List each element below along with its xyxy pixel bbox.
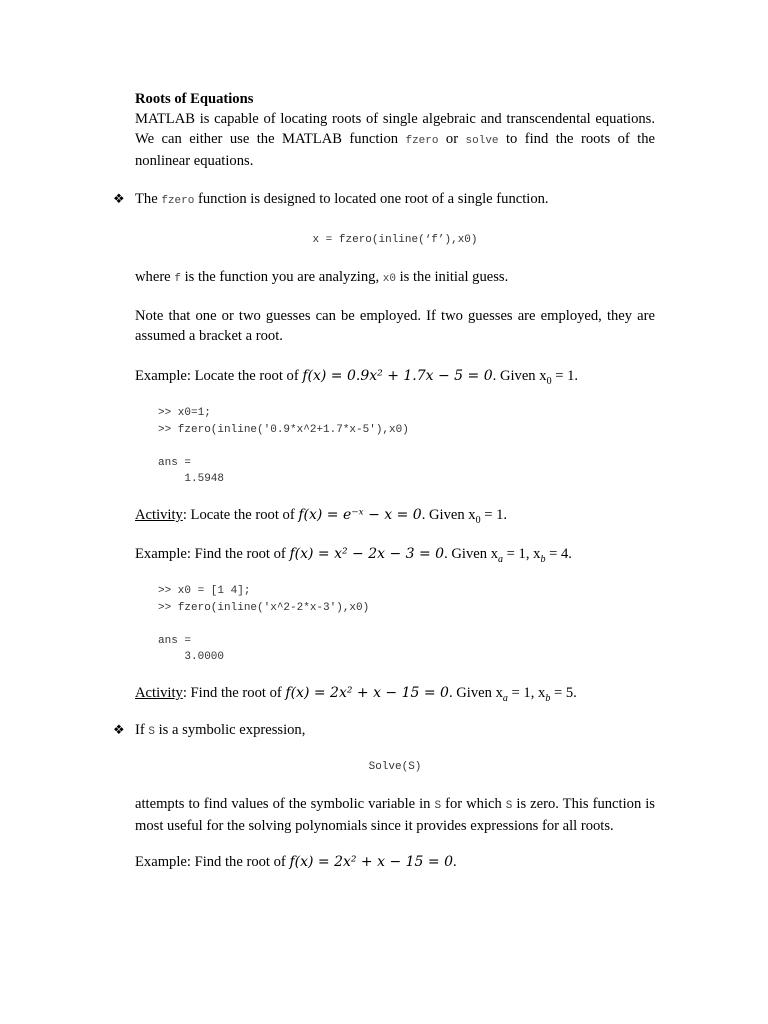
inline-code-solve: solve	[465, 135, 499, 147]
activity1-label: Activity	[135, 507, 183, 523]
example-3	[135, 852, 655, 872]
inline-code-s: S	[148, 726, 155, 738]
attempts-a: attempts to find values of the symbolic variable in	[135, 796, 435, 812]
example1-lead: Example: Locate the root of	[135, 368, 303, 384]
attempts-b: for which	[441, 796, 506, 812]
activity2-given: . Given x	[448, 685, 503, 701]
example1-given: . Given x	[492, 368, 547, 384]
activity1-sub: 0	[475, 514, 481, 526]
activity1-equation: f(x) = e⁻ˣ − x = 0	[298, 507, 422, 523]
inline-code-s-2: S	[505, 800, 513, 812]
example2-equation: f(x) = x² − 2x − 3 = 0	[289, 546, 445, 562]
inline-code-f: f	[174, 273, 181, 285]
intro-or: or	[438, 131, 466, 147]
activity2-equation: f(x) = 2x² + x − 15 = 0	[285, 685, 449, 701]
where-a: where	[135, 269, 175, 285]
inline-code-fzero: fzero	[405, 135, 439, 147]
example1-sub: 0	[546, 375, 552, 387]
activity1-lead: : Locate the root of	[182, 507, 299, 523]
activity1-val: = 1.	[480, 507, 508, 523]
intro-text-1: MATLAB is capable of locating roots of single algebraic and transcendental equations. We can either use the MATLAB function	[135, 111, 655, 147]
inline-code-x0: x0	[382, 273, 396, 285]
activity1-given: . Given x	[421, 507, 476, 523]
activity2-sub-a: a	[502, 692, 508, 704]
intro-paragraph	[135, 109, 655, 171]
example2-given: . Given x	[444, 546, 499, 562]
note-paragraph: Note that one or two guesses can be employed. If two guesses are employed, they are assumed a bracket a root.	[135, 308, 655, 344]
example2-val: = 4.	[545, 546, 572, 562]
example2-sub-b: b	[540, 553, 546, 565]
activity2-val: = 5.	[550, 685, 577, 701]
bullet-solve-text	[135, 720, 655, 742]
bullet2-pre: If	[135, 722, 149, 738]
activity-1	[135, 505, 655, 525]
where-b: is the function you are analyzing,	[180, 269, 383, 285]
bullet-diamond-icon: ❖	[113, 191, 125, 206]
intro-text-2: to find the roots of the nonlinear equations.	[135, 131, 655, 169]
code-block-1: >> x0=1; >> fzero(inline('0.9*x^2+1.7*x-5'),x0) ans = 1.5948	[158, 407, 409, 485]
bullet-fzero-text	[135, 189, 655, 211]
example3-lead: Example: Find the root of	[135, 854, 290, 870]
example1-equation: f(x) = 0.9x² + 1.7x − 5 = 0	[302, 368, 493, 384]
solve-syntax: Solve(S)	[368, 761, 422, 773]
bullet2-post: is a symbolic expression,	[154, 722, 306, 738]
inline-code-s-1: S	[434, 800, 442, 812]
attempts-paragraph	[135, 794, 655, 836]
attempts-c: is zero. This function is most useful for the solving polynomials since it provides expressions for all roots.	[135, 796, 655, 834]
bullet1-post: function is designed to located one root of a single function.	[194, 191, 549, 207]
fzero-syntax: x = fzero(inline(‘f’),x0)	[312, 234, 478, 246]
activity2-sub-b: b	[545, 692, 551, 704]
bullet-diamond-icon-2: ❖	[113, 722, 125, 737]
activity2-lead: : Find the root of	[182, 685, 286, 701]
activity2-label: Activity	[135, 685, 183, 701]
example-2	[135, 544, 655, 564]
example1-val: = 1.	[551, 368, 579, 384]
where-c: is the initial guess.	[395, 269, 509, 285]
bullet1-pre: The	[135, 191, 162, 207]
example2-mid: = 1, x	[503, 546, 541, 562]
where-line	[135, 267, 655, 289]
activity2-mid: = 1, x	[507, 685, 546, 701]
inline-code-fzero-2: fzero	[161, 195, 195, 207]
example2-sub-a: a	[498, 553, 504, 565]
example3-equation: f(x) = 2x² + x − 15 = 0	[289, 854, 453, 870]
activity-2	[135, 683, 655, 703]
example-1	[135, 366, 655, 386]
code-block-2: >> x0 = [1 4]; >> fzero(inline('x^2-2*x-3'),x0) ans = 3.0000	[158, 585, 370, 663]
section-title: Roots of Equations	[135, 91, 254, 107]
example2-lead: Example: Find the root of	[135, 546, 290, 562]
example3-end: .	[453, 854, 457, 870]
